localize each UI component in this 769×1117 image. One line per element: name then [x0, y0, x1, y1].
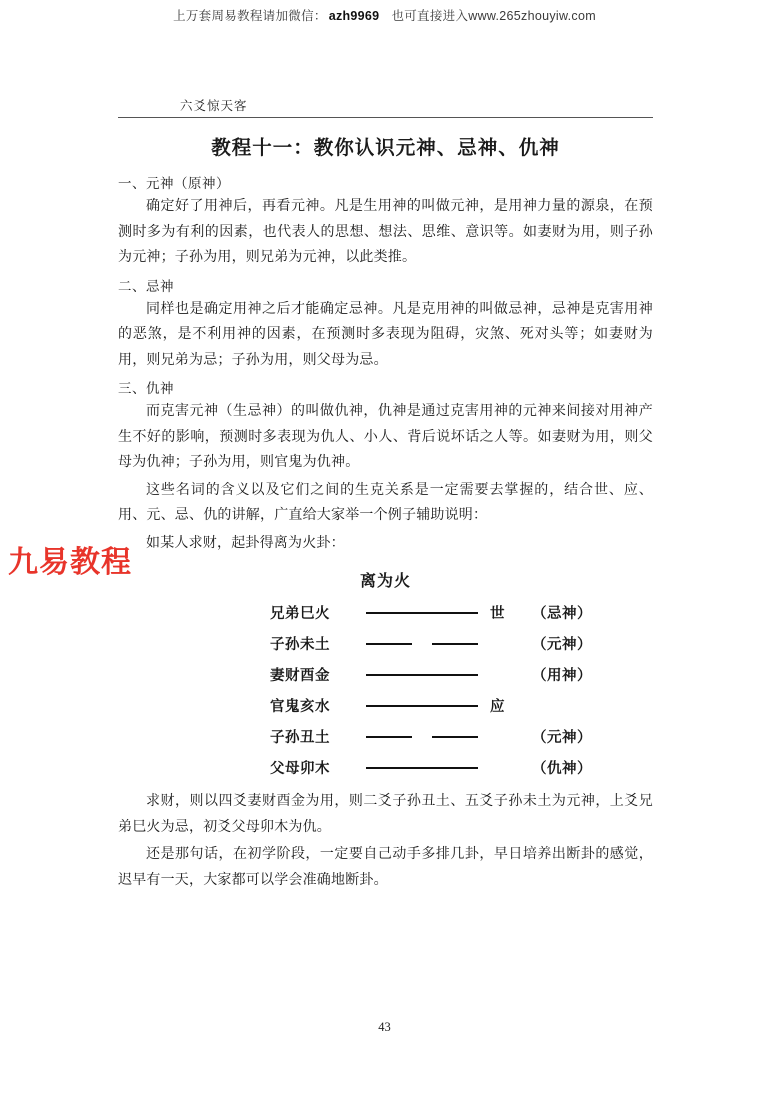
paragraph-analysis: 求财，则以四爻妻财酉金为用，则二爻子孙丑土、五爻子孙未土为元神，上爻兄弟巳火为忌，初爻父母卯木为仇。: [118, 794, 653, 835]
hexagram-line-label: 子孙丑土: [270, 730, 330, 746]
hexagram-title: 离为火: [359, 573, 411, 590]
yao-broken-icon: [366, 721, 484, 752]
hexagram-line-tag: （忌神）: [532, 606, 592, 622]
hexagram-line-mark: 应: [490, 699, 505, 715]
header-divider: [118, 117, 653, 118]
hexagram-lines: [118, 597, 653, 783]
yao-solid-icon: [366, 752, 484, 783]
hexagram-line-6: [118, 597, 653, 628]
promo-banner-wechat: azh9969: [328, 9, 380, 23]
hexagram-line-tag: （仇神）: [532, 761, 592, 777]
paragraph-yuanshen: 确定好了用神后，再看元神。凡是生用神的叫做元神，是用神力量的源泉，在预测时多为有利的因素，也代表人的思想、想法、思维、意识等。如妻财为用，则子孙为元神；子孙为用，则兄弟为元神，以此类推。: [118, 199, 653, 265]
paragraph-advice: 还是那句话，在初学阶段，一定要自己动手多排几卦，早日培养出断卦的感觉，迟早有一天，大家都可以学会准确地断卦。: [118, 847, 653, 888]
page-title: 教程十一：教你认识元神、忌神、仇神: [211, 138, 560, 159]
hexagram-line-4: [118, 659, 653, 690]
hexagram-line-tag: （元神）: [532, 730, 592, 746]
promo-banner-left: 上万套周易教程请加微信：: [173, 9, 327, 23]
section-heading-jishen: 二、忌神: [118, 278, 174, 294]
hexagram-line-label: 兄弟巳火: [270, 606, 330, 622]
paragraph-relations: 这些名词的含义以及它们之间的生克关系是一定需要去掌握的，结合世、应、用、元、忌、仇的讲解，广直给大家举一个例子辅助说明：: [118, 482, 653, 523]
section-heading-yuanshen: 一、元神（原神）: [118, 176, 230, 191]
watermark-logo: 九易教程: [8, 546, 132, 579]
hexagram-line-5: [118, 628, 653, 659]
hexagram-line-label: 子孙未土: [270, 637, 330, 653]
hexagram-line-mark: 世: [490, 606, 505, 622]
paragraph-choushen: 而克害元神（生忌神）的叫做仇神，仇神是通过克害用神的元神来间接对用神产生不好的影响，预测时多表现为仇人、小人、背后说坏话之人等。如妻财为用，则父母为仇神；子孙为用，则官鬼为仇神。: [118, 404, 653, 470]
yao-solid-icon: [366, 690, 484, 721]
hexagram-line-label: 妻财酉金: [270, 668, 330, 684]
hexagram-line-2: [118, 721, 653, 752]
hexagram-line-label: 官鬼亥水: [270, 699, 330, 715]
paragraph-jishen: 同样也是确定用神之后才能确定忌神。凡是克用神的叫做忌神，忌神是克害用神的恶煞，是不利用神的因素，在预测时多表现为阻碍，灾煞、死对头等；如妻财为用，则兄弟为忌；子孙为用，则父母为忌。: [118, 301, 653, 368]
promo-banner-right: 也可直接进入www.265zhouyiw.com: [391, 9, 596, 23]
page-number: 43: [378, 1020, 391, 1034]
hexagram-line-1: [118, 752, 653, 783]
hexagram-line-label: 父母卯木: [270, 761, 330, 777]
page-content: [118, 96, 653, 895]
section-heading-choushen: 三、仇神: [118, 381, 174, 396]
paragraph-example-intro: 如某人求财，起卦得离为火卦：: [146, 535, 345, 551]
hexagram-line-tag: （用神）: [532, 668, 592, 684]
hexagram-line-3: [118, 690, 653, 721]
running-head: 六爻惊天客: [180, 99, 248, 113]
yao-broken-icon: [366, 628, 484, 659]
hexagram-line-tag: （元神）: [532, 637, 592, 653]
yao-solid-icon: [366, 659, 484, 690]
yao-solid-icon: [366, 597, 484, 628]
promo-banner: [0, 6, 769, 24]
